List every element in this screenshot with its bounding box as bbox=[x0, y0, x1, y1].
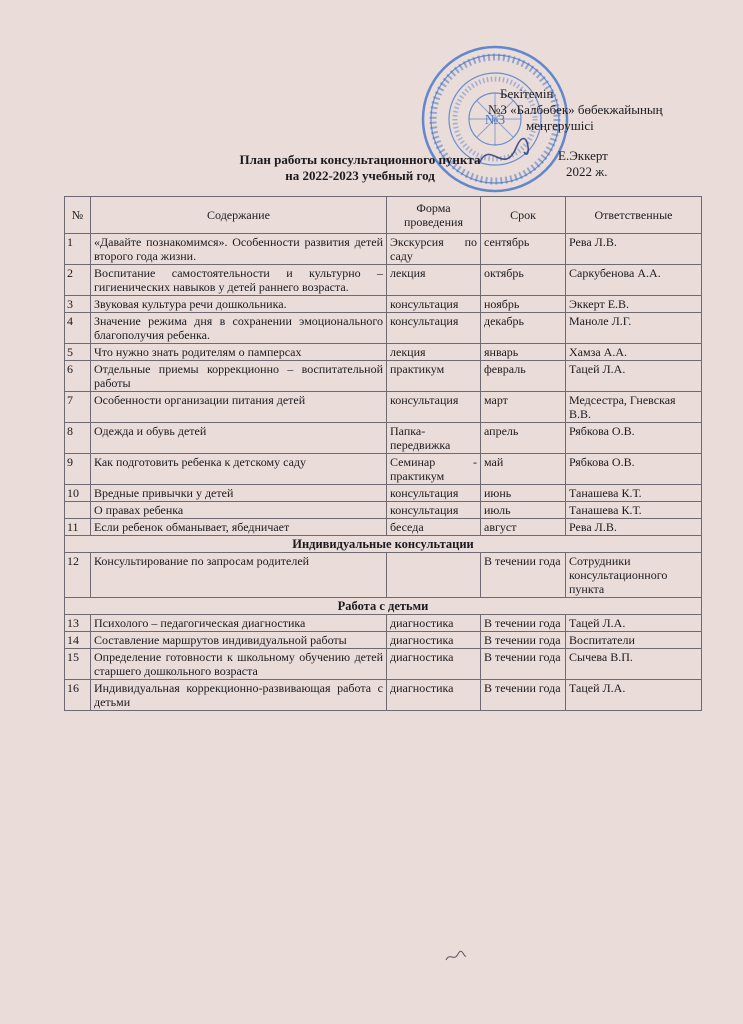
cell-term: В течении года bbox=[481, 680, 566, 711]
cell-num: 13 bbox=[65, 615, 91, 632]
cell-term: В течении года bbox=[481, 553, 566, 598]
page-mark-icon bbox=[444, 948, 468, 964]
table-row bbox=[65, 615, 702, 632]
svg-text:№3: №3 bbox=[484, 113, 506, 128]
cell-form: Экскурсия по саду bbox=[387, 234, 481, 265]
cell-responsible: Рябкова О.В. bbox=[566, 454, 702, 485]
approval-signer: Е.Эккерт bbox=[558, 148, 608, 163]
cell-num: 6 bbox=[65, 361, 91, 392]
cell-form: консультация bbox=[387, 296, 481, 313]
cell-form: консультация bbox=[387, 392, 481, 423]
cell-form: Папка-передвижка bbox=[387, 423, 481, 454]
cell-form: консультация bbox=[387, 313, 481, 344]
table-row bbox=[65, 485, 702, 502]
table-row bbox=[65, 344, 702, 361]
section-title-individual: Индивидуальные консультации bbox=[65, 536, 702, 553]
table-row bbox=[65, 680, 702, 711]
cell-term: июль bbox=[481, 502, 566, 519]
header-form: Форма проведения bbox=[387, 197, 481, 234]
table-row bbox=[65, 361, 702, 392]
cell-responsible: Танашева К.Т. bbox=[566, 485, 702, 502]
cell-form: лекция bbox=[387, 265, 481, 296]
cell-content: Особенности организации питания детей bbox=[91, 392, 387, 423]
table-row bbox=[65, 313, 702, 344]
header-responsible: Ответственные bbox=[566, 197, 702, 234]
children-rows bbox=[65, 615, 702, 711]
main-rows bbox=[65, 234, 702, 536]
cell-term: февраль bbox=[481, 361, 566, 392]
cell-responsible: Тацей Л.А. bbox=[566, 615, 702, 632]
cell-term: октябрь bbox=[481, 265, 566, 296]
cell-num: 2 bbox=[65, 265, 91, 296]
section-row-individual bbox=[65, 536, 702, 553]
table-row bbox=[65, 296, 702, 313]
cell-responsible: Медсестра, Гневская В.В. bbox=[566, 392, 702, 423]
cell-responsible: Рева Л.В. bbox=[566, 519, 702, 536]
cell-content: Определение готовности к школьному обучению детей старшего дошкольного возраста bbox=[91, 649, 387, 680]
cell-responsible: Маноле Л.Г. bbox=[566, 313, 702, 344]
cell-form: диагностика bbox=[387, 680, 481, 711]
cell-form: консультация bbox=[387, 502, 481, 519]
cell-num: 10 bbox=[65, 485, 91, 502]
title-line-2: на 2022-2023 учебный год bbox=[285, 168, 435, 183]
table-row bbox=[65, 649, 702, 680]
table-row bbox=[65, 553, 702, 598]
cell-term: декабрь bbox=[481, 313, 566, 344]
cell-term: апрель bbox=[481, 423, 566, 454]
approval-year: 2022 ж. bbox=[566, 164, 608, 179]
header-term: Срок bbox=[481, 197, 566, 234]
plan-table bbox=[64, 196, 702, 711]
cell-form: диагностика bbox=[387, 649, 481, 680]
cell-form: Семинар - практикум bbox=[387, 454, 481, 485]
cell-term: В течении года bbox=[481, 632, 566, 649]
cell-term: июнь bbox=[481, 485, 566, 502]
cell-responsible: Тацей Л.А. bbox=[566, 361, 702, 392]
cell-responsible: Сотрудники консультационного пункта bbox=[566, 553, 702, 598]
approval-line-2: №3 «Балбөбек» бөбекжайының bbox=[488, 102, 663, 117]
table-row bbox=[65, 632, 702, 649]
header-num: № bbox=[65, 197, 91, 234]
cell-responsible: Тацей Л.А. bbox=[566, 680, 702, 711]
cell-num: 1 bbox=[65, 234, 91, 265]
cell-num: 11 bbox=[65, 519, 91, 536]
table-row bbox=[65, 392, 702, 423]
cell-content: Что нужно знать родителям о памперсах bbox=[91, 344, 387, 361]
cell-num: 7 bbox=[65, 392, 91, 423]
cell-num: 12 bbox=[65, 553, 91, 598]
table-row bbox=[65, 423, 702, 454]
cell-num: 8 bbox=[65, 423, 91, 454]
cell-form: лекция bbox=[387, 344, 481, 361]
title-line-1: План работы консультационного пункта bbox=[239, 152, 481, 167]
table-row bbox=[65, 519, 702, 536]
document-title bbox=[60, 152, 660, 184]
table-row bbox=[65, 265, 702, 296]
approval-line-1: Бекітемін bbox=[500, 86, 554, 101]
table-row bbox=[65, 234, 702, 265]
cell-content: Воспитание самостоятельности и культурно – гигиенических навыков у детей раннего возраста. bbox=[91, 265, 387, 296]
cell-responsible: Эккерт Е.В. bbox=[566, 296, 702, 313]
individual-rows bbox=[65, 553, 702, 598]
cell-responsible: Воспитатели bbox=[566, 632, 702, 649]
cell-form: диагностика bbox=[387, 615, 481, 632]
cell-term: сентябрь bbox=[481, 234, 566, 265]
cell-content: «Давайте познакомимся». Особенности развития детей второго года жизни. bbox=[91, 234, 387, 265]
cell-content: О правах ребенка bbox=[91, 502, 387, 519]
table-row bbox=[65, 502, 702, 519]
cell-num: 5 bbox=[65, 344, 91, 361]
cell-form bbox=[387, 553, 481, 598]
cell-form: диагностика bbox=[387, 632, 481, 649]
cell-num: 16 bbox=[65, 680, 91, 711]
cell-content: Как подготовить ребенка к детскому саду bbox=[91, 454, 387, 485]
cell-responsible: Танашева К.Т. bbox=[566, 502, 702, 519]
approval-line-3: меңгерушісі bbox=[526, 118, 594, 133]
cell-content: Индивидуальная коррекционно-развивающая работа с детьми bbox=[91, 680, 387, 711]
cell-term: январь bbox=[481, 344, 566, 361]
cell-responsible: Хамза А.А. bbox=[566, 344, 702, 361]
cell-content: Вредные привычки у детей bbox=[91, 485, 387, 502]
cell-responsible: Саркубенова А.А. bbox=[566, 265, 702, 296]
cell-content: Психолого – педагогическая диагностика bbox=[91, 615, 387, 632]
cell-num: 3 bbox=[65, 296, 91, 313]
cell-responsible: Рябкова О.В. bbox=[566, 423, 702, 454]
cell-responsible: Сычева В.П. bbox=[566, 649, 702, 680]
cell-content: Составление маршрутов индивидуальной работы bbox=[91, 632, 387, 649]
header-content: Содержание bbox=[91, 197, 387, 234]
cell-num bbox=[65, 502, 91, 519]
section-row-children bbox=[65, 598, 702, 615]
cell-num: 9 bbox=[65, 454, 91, 485]
cell-content: Значение режима дня в сохранении эмоционального благополучия ребенка. bbox=[91, 313, 387, 344]
table-row bbox=[65, 454, 702, 485]
cell-content: Отдельные приемы коррекционно – воспитательной работы bbox=[91, 361, 387, 392]
cell-content: Одежда и обувь детей bbox=[91, 423, 387, 454]
table-header-row bbox=[65, 197, 702, 234]
cell-term: В течении года bbox=[481, 649, 566, 680]
cell-form: практикум bbox=[387, 361, 481, 392]
cell-content: Звуковая культура речи дошкольника. bbox=[91, 296, 387, 313]
cell-term: август bbox=[481, 519, 566, 536]
cell-num: 14 bbox=[65, 632, 91, 649]
cell-num: 15 bbox=[65, 649, 91, 680]
cell-term: ноябрь bbox=[481, 296, 566, 313]
cell-content: Консультирование по запросам родителей bbox=[91, 553, 387, 598]
cell-term: март bbox=[481, 392, 566, 423]
cell-form: консультация bbox=[387, 485, 481, 502]
cell-term: В течении года bbox=[481, 615, 566, 632]
section-title-children: Работа с детьми bbox=[65, 598, 702, 615]
cell-num: 4 bbox=[65, 313, 91, 344]
cell-form: беседа bbox=[387, 519, 481, 536]
cell-term: май bbox=[481, 454, 566, 485]
cell-responsible: Рева Л.В. bbox=[566, 234, 702, 265]
cell-content: Если ребенок обманывает, ябедничает bbox=[91, 519, 387, 536]
